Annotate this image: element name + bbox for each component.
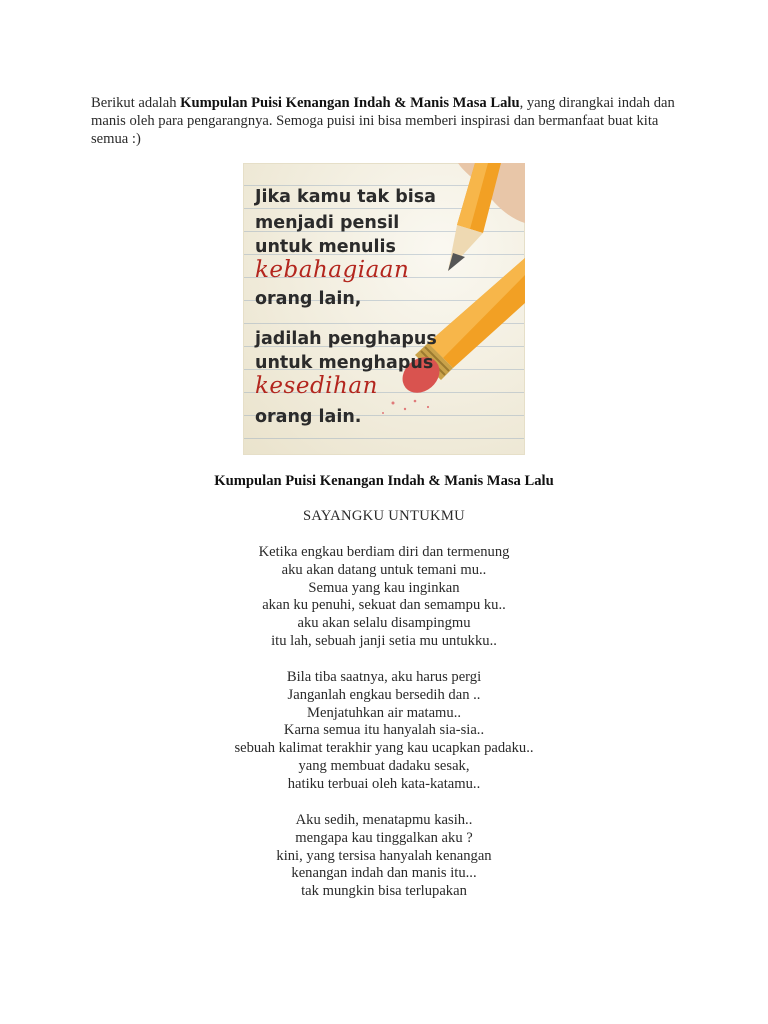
poem-line: aku akan selalu disampingmu	[297, 615, 471, 632]
poster-line-6: untuk menghapus	[255, 353, 434, 373]
poem-line: mengapa kau tinggalkan aku ?	[295, 829, 473, 846]
stanza-2	[0, 669, 768, 794]
poster-word-kebahagiaan: kebahagiaan	[255, 257, 410, 283]
poem-line: Karna semua itu hanyalah sia-sia..	[283, 722, 485, 739]
poem-line: itu lah, sebuah janji setia mu untukku..	[271, 632, 497, 649]
intro-suffix: , yang dirangkai indah dan manis oleh para pengarangnya. Semoga puisi ini bisa memberi inspirasi dan bermanfaat buat kita semua :)	[91, 95, 675, 147]
poem-line: sebuah kalimat terakhir yang kau ucapkan padaku..	[234, 740, 534, 757]
poem-line: Aku sedih, menatapmu kasih..	[295, 812, 473, 828]
quote-image	[243, 163, 525, 455]
intro-prefix: Berikut adalah	[91, 95, 181, 111]
poem-line: akan ku penuhi, sekuat dan semampu ku..	[262, 597, 506, 614]
poster-word-kesedihan: kesedihan	[255, 373, 378, 399]
poem-line: hatiku terbuai oleh kata-katamu..	[287, 775, 481, 792]
poem-line: kini, yang tersisa hanyalah kenangan	[276, 847, 492, 864]
upper-pencil	[448, 163, 501, 271]
poem-line: kenangan indah dan manis itu...	[291, 865, 477, 882]
poster-line-4: orang lain,	[255, 289, 362, 309]
poster-line-2: menjadi pensil	[255, 213, 400, 233]
poem-line: yang membuat dadaku sesak,	[298, 757, 470, 774]
poem-line: Ketika engkau berdiam diri dan termenung	[258, 544, 510, 560]
section-heading: Kumpulan Puisi Kenangan Indah & Manis Masa Lalu	[214, 473, 554, 489]
stanza-1	[0, 544, 768, 651]
poem-line: Menjatuhkan air matamu..	[307, 704, 461, 721]
poem-line: Bila tiba saatnya, aku harus pergi	[286, 669, 482, 685]
intro-paragraph	[91, 94, 689, 148]
stanza-3	[0, 812, 768, 901]
poem-line: aku akan datang untuk temani mu..	[281, 561, 487, 578]
poster-line-3: untuk menulis	[255, 237, 396, 257]
eraser-crumbs	[382, 400, 429, 414]
poem-line: Semua yang kau inginkan	[308, 579, 460, 596]
poem-line: tak mungkin bisa terlupakan	[301, 883, 467, 900]
poster-line-1: Jika kamu tak bisa	[255, 187, 436, 207]
poster-line-7: orang lain.	[255, 407, 362, 427]
intro-bold-title: Kumpulan Puisi Kenangan Indah & Manis Masa Lalu	[180, 95, 520, 111]
poem-title: SAYANGKU UNTUKMU	[303, 508, 465, 524]
poster-line-5: jadilah penghapus	[255, 329, 437, 349]
poem-line: Janganlah engkau bersedih dan ..	[287, 686, 481, 703]
